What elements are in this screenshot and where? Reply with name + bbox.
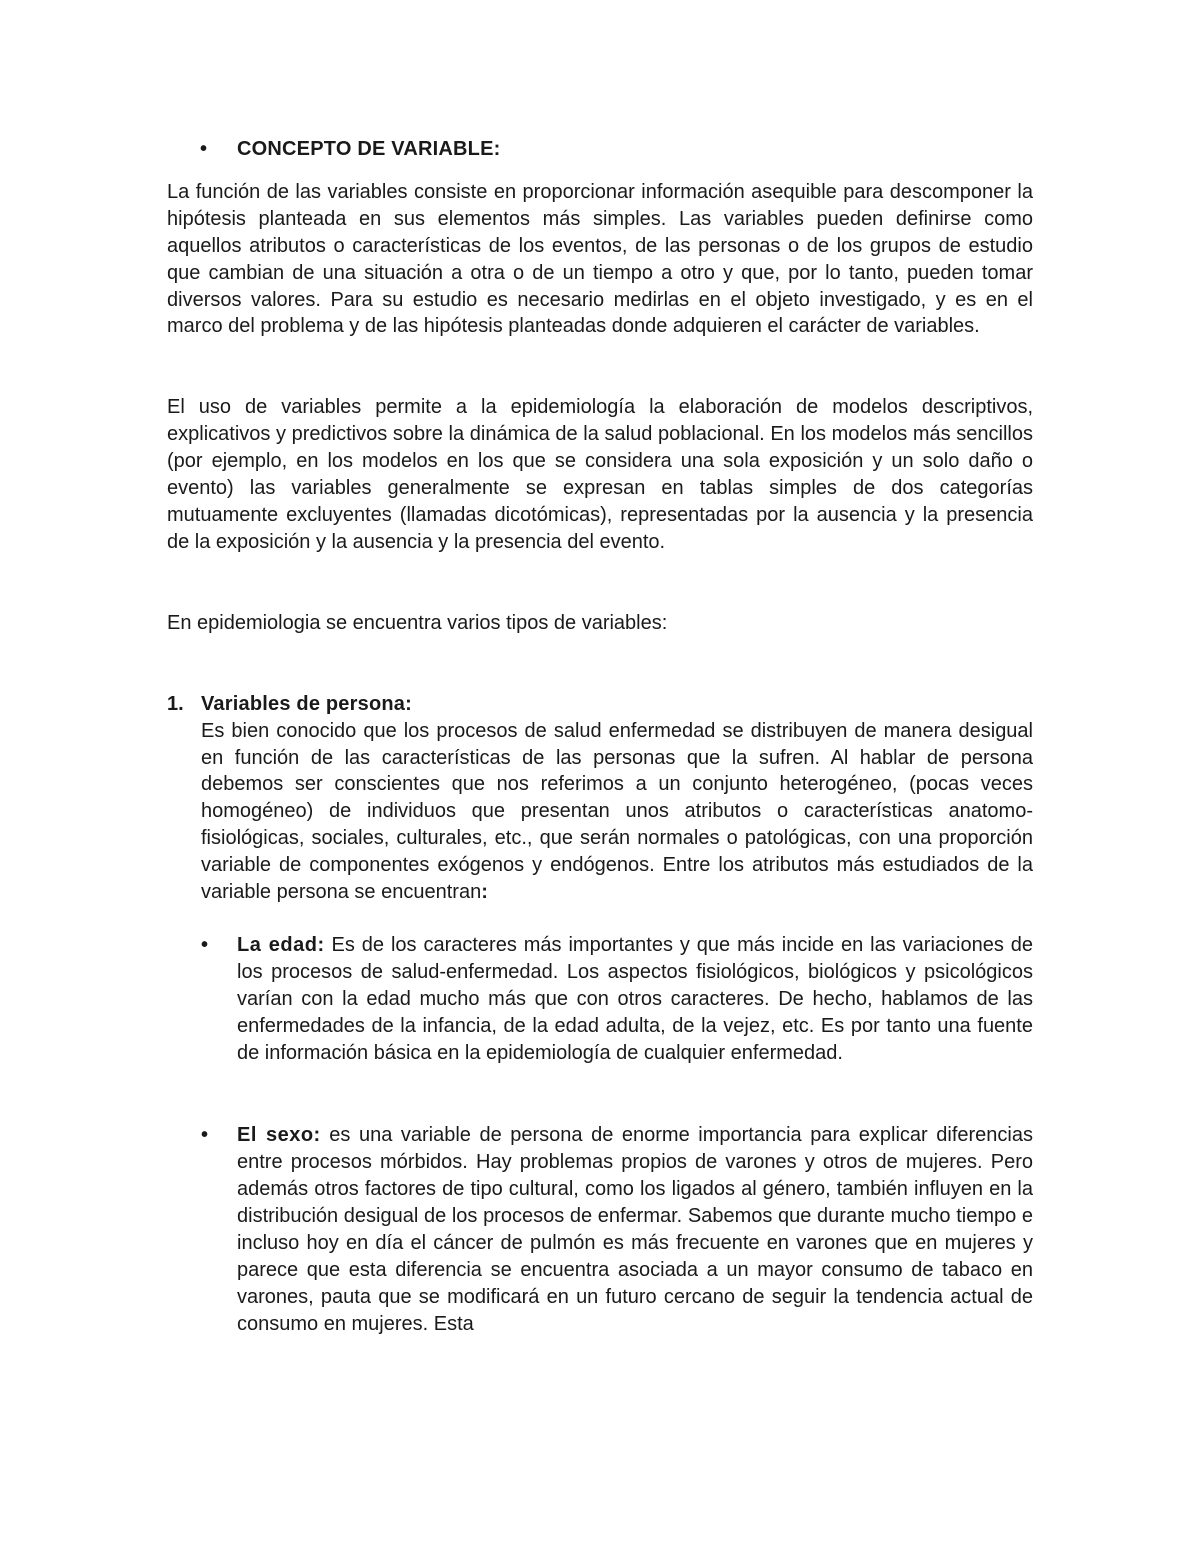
list-item-text: Es de los caracteres más importantes y que más incide en las variaciones de los procesos de salud-enfermedad. Los aspectos fisiológicos, biológicos y psicológicos varían con la edad mucho más que con otros caracteres. De hecho, hablamos de las enfermedades de la infancia, de la edad adulta, de la vejez, etc. Es por tanto una fuente de información básica en la epidemiología de cualquier enfermedad. — [237, 933, 1033, 1064]
list-item-sex — [201, 1122, 1033, 1337]
list-item-term: El sexo: — [237, 1124, 321, 1147]
numbered-item-body — [201, 718, 1033, 906]
person-attributes-list — [201, 932, 1033, 1338]
section-heading — [167, 136, 1033, 163]
document-page — [167, 136, 1033, 1338]
list-item-age — [201, 932, 1033, 1067]
bullet-icon: • — [201, 933, 209, 956]
bullet-icon: • — [201, 1124, 209, 1147]
numbered-item-body-text: Es bien conocido que los procesos de salud enfermedad se distribuyen de manera desigual en función de las características de las personas que la sufren. Al hablar de persona debemos ser conscientes que nos referimos a un conjunto heterogéneo, (pocas veces homogéneo) de individuos que presentan unos atributos o características anatomo-fisiológicas, sociales, culturales, etc., que serán normales o patológicas, con una proporción variable de componentes exógenos y endógenos. Entre los atributos más estudiados de la variable persona se encuentran — [201, 719, 1033, 904]
numbered-item-person-variables — [167, 691, 1033, 1338]
paragraph-variable-types-intro: En epidemiologia se encuentra varios tipos de variables: — [167, 611, 668, 634]
numbered-item-title: Variables de persona: — [201, 692, 412, 715]
list-item-term: La edad: — [237, 933, 325, 956]
numbered-item-body-colon: : — [481, 881, 488, 904]
list-number: 1. — [167, 692, 184, 715]
list-item-text: es una variable de persona de enorme importancia para explicar diferencias entre procesos mórbidos. Hay problemas propios de varones y otros de mujeres. Pero además otros factores de tipo cultural, como los ligados al género, también influyen en la distribución desigual de los procesos de enfermar. Sabemos que durante mucho tiempo e incluso hoy en día el cáncer de pulmón es más frecuente en varones que en mujeres y parece que esta diferencia se encuentra asociada a un mayor consumo de tabaco en varones, pauta que se modificará en un futuro cercano de seguir la tendencia actual de consumo en mujeres. Esta — [237, 1124, 1033, 1335]
bullet-icon: • — [200, 138, 208, 160]
paragraph-function-of-variables: La función de las variables consiste en proporcionar información asequible para descomponer la hipótesis planteada en sus elementos más simples. Las variables pueden definirse como aquellos atributos o características de los eventos, de las personas o de los grupos de estudio que cambian de una situación a otra o de un tiempo a otro y que, por lo tanto, pueden tomar diversos valores. Para su estudio es necesario medirlas en el objeto investigado, y es en el marco del problema y de las hipótesis planteadas donde adquieren el carácter de variables. — [167, 180, 1033, 338]
section-heading-text: CONCEPTO DE VARIABLE: — [237, 138, 501, 160]
paragraph-use-of-variables: El uso de variables permite a la epidemiología la elaboración de modelos descriptivos, explicativos y predictivos sobre la dinámica de la salud poblacional. En los modelos más sencillos (por ejemplo, en los modelos en los que se considera una sola exposición y un solo daño o evento) las variables generalmente se expresan en tablas simples de dos categorías mutuamente excluyentes (llamadas dicotómicas), representadas por la ausencia y la presencia de la exposición y la ausencia y la presencia del evento. — [167, 396, 1033, 553]
